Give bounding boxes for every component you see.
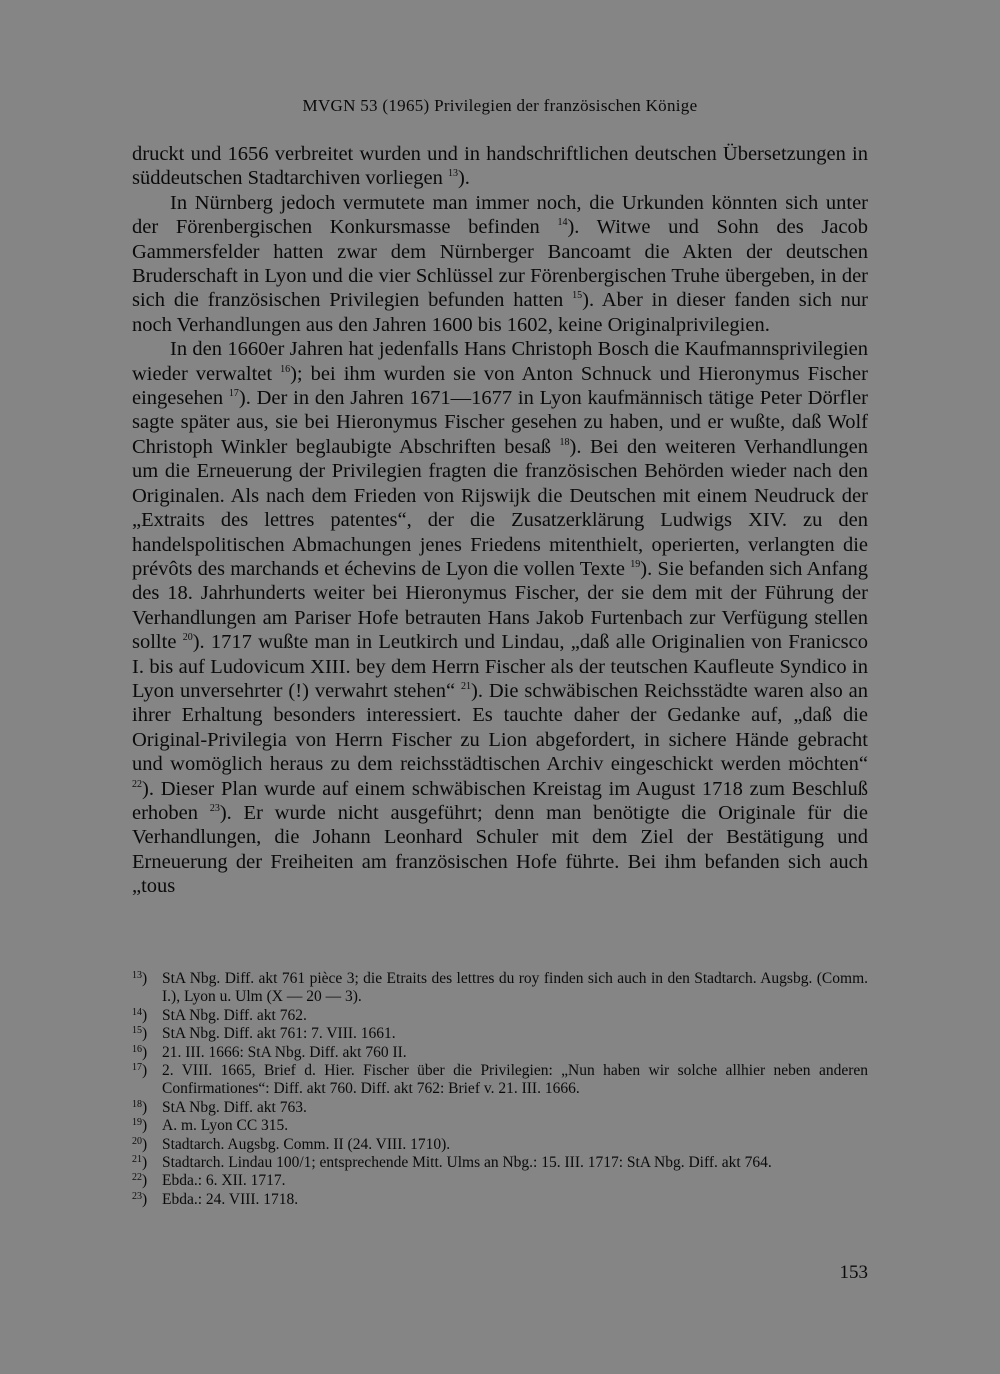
paragraph-text: ). Er wurde nicht ausgeführt; denn man benötigte die Originale für die Verhandlungen, die Johann Leonhard Schuler mit dem Ziel der Bestätigung und Erneuerung der Freiheiten am französischen Hofe führte. Bei ihm befanden sich auch „tous [132, 801, 868, 898]
footnote-marker: 22 [132, 778, 142, 790]
footnote [132, 1117, 868, 1135]
footnote [132, 1172, 868, 1190]
footnote-number-digits: 15 [132, 1025, 142, 1037]
footnote-number: $^{17}$) [132, 1062, 148, 1080]
paragraph-text: In den 1660er Jahren hat jedenfalls Hans Christoph Bosch die Kaufmannsprivilegien wieder verwaltet [132, 338, 868, 385]
paragraph-text: druckt und 1656 verbreitet wurden und in handschriftlichen deutschen Übersetzungen in süddeutschen Stadtarchiven vorliegen [132, 143, 868, 190]
footnote-marker: 21 [461, 680, 471, 692]
paragraph-text: ). 1717 wußte man in Leutkirch und Lindau, „daß alle Originalien von Franicsco I. bis auf Ludovicum XIII. bey dem Herrn Fischer als der teutschen Kaufleute Syndico in Lyon unversehrter (!) verwahrt stehen“ [132, 631, 868, 702]
footnote-number: $^{16}$) [132, 1043, 148, 1061]
footnotes [132, 970, 868, 1209]
footnote [132, 1136, 868, 1154]
footnote [132, 1099, 868, 1117]
footnote-number-digits: 20 [132, 1135, 142, 1147]
footnote-marker: 19 [630, 558, 641, 570]
footnote-number: $^{20}$) [132, 1135, 148, 1153]
footnote-number-digits: 23 [132, 1190, 142, 1202]
footnote-number-digits: 17 [132, 1062, 142, 1074]
footnote-number: $^{14}$) [132, 1006, 148, 1024]
footnote-marker: 14 [557, 217, 568, 229]
footnote-number-digits: 16 [132, 1043, 142, 1055]
footnote-number: $^{21}$) [132, 1154, 148, 1172]
footnote-number-digits: 21 [132, 1154, 142, 1166]
footnote-number-digits: 13 [132, 970, 142, 981]
footnote-marker: 16 [280, 363, 291, 375]
footnote [132, 1062, 868, 1099]
footnote-number-digits: 14 [132, 1006, 142, 1018]
paragraph-text: ). Aber in dieser fanden sich nur noch Verhandlungen aus den Jahren 1600 bis 1602, keine Originalprivilegien. [132, 289, 868, 336]
footnote [132, 1025, 868, 1043]
footnote-text: StA Nbg. Diff. akt 763. [162, 1098, 307, 1116]
footnote-number: $^{23}$) [132, 1190, 148, 1208]
footnote [132, 1007, 868, 1025]
footnote-marker: 23 [209, 802, 220, 814]
footnote-text: A. m. Lyon CC 315. [162, 1117, 289, 1135]
paragraph-text: ). Der in den Jahren 1671—1677 in Lyon kaufmännisch tätige Peter Dörfler sagte später aus, sie bei Hieronymus Fischer gesehen zu haben, und er wußte, daß Wolf Christoph Winkler beglaubigte Abschriften besaß [132, 387, 868, 458]
paragraph-text: ). Die schwäbischen Reichsstädte waren also an ihrer Erhaltung besonders interessiert. Es tauchte daher der Gedanke auf, „daß die Original-Privilegia von Herrn Fischer zu Lion abgefordert, in sichere Hände gebracht und womöglich heraus zu dem reichsstädtischen Archiv eingeschickt werden möchten“ [132, 679, 868, 776]
footnote-marker: 20 [182, 632, 193, 644]
paragraph-text: ); bei ihm wurden sie von Anton Schnuck und Hieronymus Fischer eingesehen [132, 362, 868, 410]
footnote [132, 1191, 868, 1209]
paragraph-text: ). Dieser Plan wurde auf einem schwäbischen Kreistag im August 1718 zum Beschluß erhoben [132, 777, 868, 824]
paragraph-text: In Nürnberg jedoch vermutete man immer noch, die Urkunden könnten sich unter der Förenbergischen Konkursmasse befinden [132, 191, 868, 239]
footnote-text: Ebda.: 6. XII. 1717. [162, 1172, 286, 1190]
footnote-marker: 13 [447, 168, 458, 180]
footnote-text: StA Nbg. Diff. akt 762. [162, 1006, 307, 1024]
footnote-marker: 15 [572, 290, 583, 302]
paragraph-text: ). Sie befanden sich Anfang des 18. Jahrhunderts weiter bei Hieronymus Fischer, der sie dem mit der Führung der Verhandlungen am Pariser Hofe betrauten Hans Jakob Furtenbach zur Verfügung stellen sollte [132, 557, 868, 654]
paragraph-text: ). Bei den weiteren Verhandlungen um die Erneuerung der Privilegien fragten die französischen Behörden wieder nach den Originalen. Als nach dem Frieden von Rijswijk die Deutschen mit einem Neudruck der „Extraits des lettres patentes“, der die Zusatzerklärung Ludwigs XIV. zu den handelspolitischen Abmachungen jenes Friedens mitenthielt, operierten, verlangten die prévôts des marchands et échevins de Lyon die vollen Texte [132, 435, 869, 580]
footnote-text: Stadtarch. Lindau 100/1; entsprechende Mitt. Ulms an Nbg.: 15. III. 1717: StA Nbg. Diff. akt 764. [162, 1154, 772, 1172]
footnote [132, 1044, 868, 1062]
page-number: 153 [839, 1262, 868, 1283]
footnote-text: 21. III. 1666: StA Nbg. Diff. akt 760 II. [162, 1043, 407, 1061]
paragraph [132, 142, 868, 191]
paragraph-text: ). [457, 167, 470, 190]
footnote-number-digits: 22 [132, 1172, 142, 1184]
footnote [132, 970, 868, 1007]
footnote-marker: 18 [559, 436, 570, 448]
footnote-text: Stadtarch. Augsbg. Comm. II (24. VIII. 1710). [162, 1135, 451, 1153]
paragraph-text: ). Witwe und Sohn des Jacob Gammersfelder hatten zwar dem Nürnberger Bancoamt die Akten der deutschen Bruderschaft in Lyon und die vier Schlüssel zur Förenbergischen Truhe übergeben, in der sich die französischen Privilegien befunden hatten [132, 216, 868, 312]
footnote-number: $^{13}$) [132, 970, 148, 987]
footnote-text: StA Nbg. Diff. akt 761: 7. VIII. 1661. [162, 1025, 396, 1043]
footnote-marker: 17 [228, 388, 239, 400]
footnote-text: StA Nbg. Diff. akt 761 pièce 3; die Etraits des lettres du roy finden sich auch in den Stadtarch. Augsbg. (Comm. I.), Lyon u. Ulm (X — 20 — 3). [162, 970, 868, 1006]
paragraph [132, 191, 868, 337]
footnote-number-digits: 18 [132, 1098, 142, 1110]
paragraph [132, 337, 868, 898]
footnote-number: $^{19}$) [132, 1117, 148, 1135]
footnote-text: 2. VIII. 1665, Brief d. Hier. Fischer über die Privilegien: „Nun haben wir solche allhier neben anderen Confirmationes“: Diff. akt 760. Diff. akt 762: Brief v. 21. III. 1666. [162, 1062, 868, 1098]
footnote [132, 1154, 868, 1172]
footnote-text: Ebda.: 24. VIII. 1718. [162, 1190, 299, 1208]
body-text [132, 142, 868, 899]
footnote-number: $^{22}$) [132, 1172, 148, 1190]
running-head: MVGN 53 (1965) Privilegien der französischen Könige [302, 96, 698, 115]
footnote-number-digits: 19 [132, 1117, 142, 1129]
footnote-number: $^{15}$) [132, 1025, 148, 1043]
footnote-number: $^{18}$) [132, 1098, 148, 1116]
